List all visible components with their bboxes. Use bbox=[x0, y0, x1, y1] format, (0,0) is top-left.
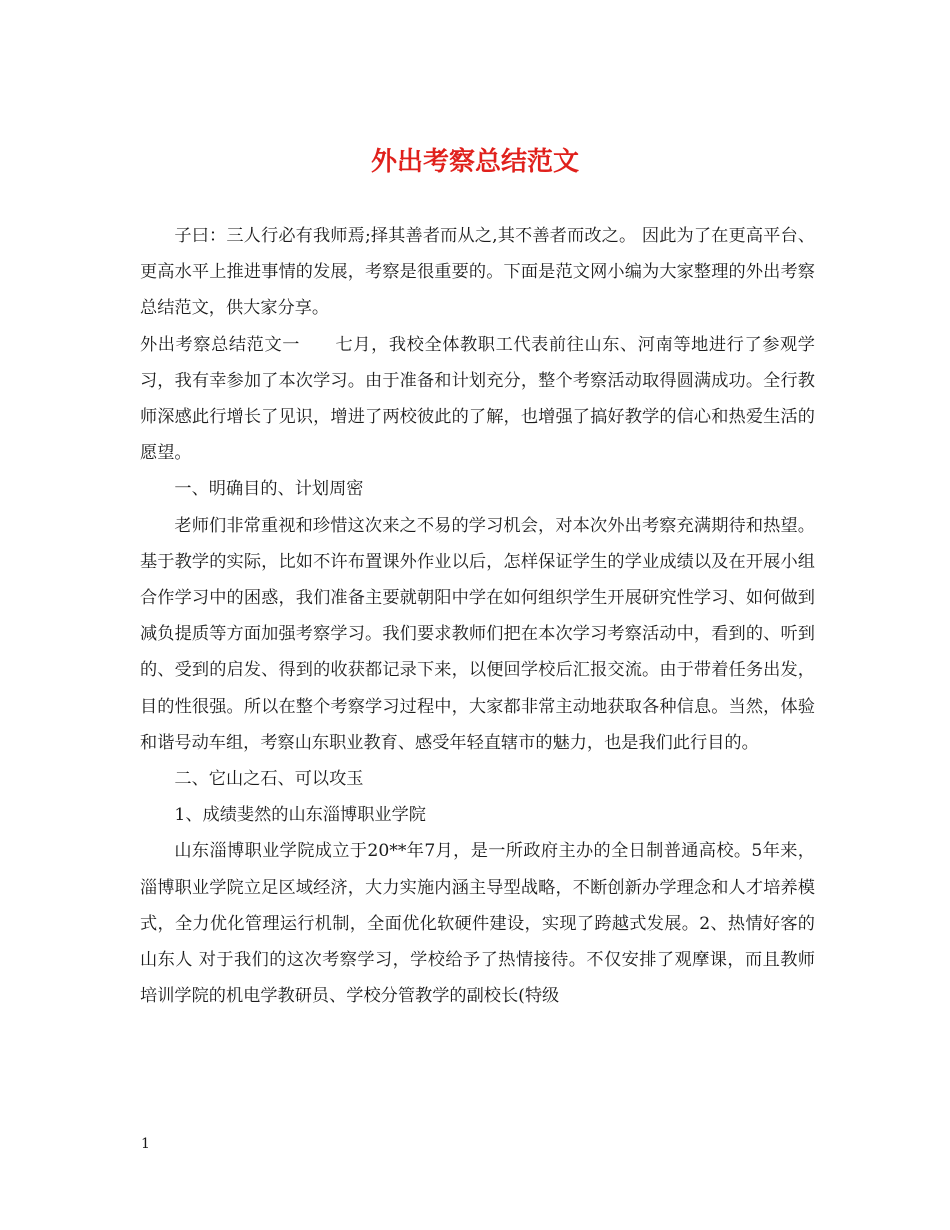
page-number: 1 bbox=[141, 1136, 150, 1152]
subheading-zibo: 1、成绩斐然的山东淄博职业学院 bbox=[174, 805, 426, 826]
document-title: 外出考察总结范文 bbox=[370, 147, 579, 177]
heading-learning: 二、它山之石、可以攻玉 bbox=[174, 769, 364, 790]
document-body bbox=[140, 218, 815, 1014]
heading-purpose: 一、明确目的、计划周密 bbox=[174, 479, 364, 500]
intro-paragraph: 子曰：三人行必有我师焉;择其善者而从之,其不善者而改之。 因此为了在更高平台、更高水平上推进事情的发展，考察是很重要的。下面是范文网小编为大家整理的外出考察总结范文，供大家分享。 bbox=[140, 226, 815, 319]
purpose-paragraph: 老师们非常重视和珍惜这次来之不易的学习机会，对本次外出考察充满期待和热望。基于教学的实际，比如不许布置课外作业以后，怎样保证学生的学业成绩以及在开展小组合作学习中的困惑，我们准备主要就朝阳中学在如何组织学生开展研究性学习、如何做到减负提质等方面加强考察学习。我们要求教师们把在本次学习考察活动中，看到的、听到的、受到的启发、得到的收获都记录下来，以便回学校后汇报交流。由于带着任务出发，目的性很强。所以在整个考察学习过程中，大家都非常主动地获取各种信息。当然，体验和谐号动车组，考察山东职业教育、感受年轻直辖市的魅力，也是我们此行目的。 bbox=[140, 515, 815, 753]
section-one-paragraph: 外出考察总结范文一 七月，我校全体教职工代表前往山东、河南等地进行了参观学习，我有幸参加了本次学习。由于准备和计划充分，整个考察活动取得圆满成功。全行教师深感此行增长了见识，增进了两校彼此的了解，也增强了搞好教学的信心和热爱生活的愿望。 bbox=[140, 334, 815, 464]
zibo-paragraph: 山东淄博职业学院成立于20**年7月，是一所政府主办的全日制普通高校。5年来，淄博职业学院立足区域经济，大力实施内涵主导型战略，不断创新办学理念和人才培养模式，全力优化管理运行机制，全面优化软硬件建设，实现了跨越式发展。2、热情好客的山东人 对于我们的这次考察学习，学校给予了热情接待。不仅安排了观摩课，而且教师培训学院的机电学教研员、学校分管教学的副校长(特级 bbox=[140, 841, 815, 1007]
